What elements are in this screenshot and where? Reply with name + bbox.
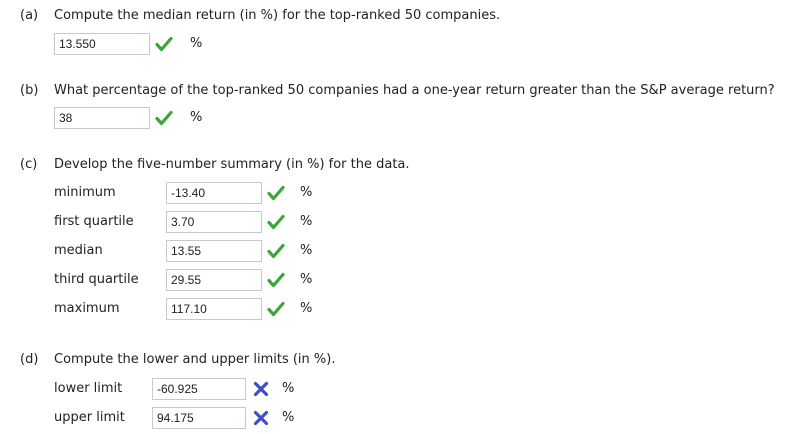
unit-b: % <box>190 110 203 125</box>
cross-icon <box>252 410 270 426</box>
first-quartile-input[interactable]: 3.70 <box>166 211 262 233</box>
unit-upper-limit: % <box>282 410 295 425</box>
question-d-text: Compute the lower and upper limits (in %). <box>54 352 336 367</box>
question-b-letter: (b) <box>20 83 39 98</box>
unit-minimum: % <box>300 185 313 200</box>
question-a-letter: (a) <box>20 8 39 23</box>
unit-third-quartile: % <box>300 272 313 287</box>
checkmark-icon <box>155 36 173 52</box>
upper-limit-input[interactable]: 94.175 <box>152 407 246 429</box>
question-c-text: Develop the five-number summary (in %) for the data. <box>54 157 410 172</box>
label-upper-limit: upper limit <box>54 410 125 425</box>
lower-limit-input[interactable]: -60.925 <box>152 378 246 400</box>
checkmark-icon <box>267 214 285 230</box>
question-a-text: Compute the median return (in %) for the top-ranked 50 companies. <box>54 8 501 23</box>
label-median: median <box>54 243 103 258</box>
label-maximum: maximum <box>54 301 120 316</box>
question-b <box>20 83 775 98</box>
label-third-quartile: third quartile <box>54 272 139 287</box>
cross-icon <box>252 381 270 397</box>
checkmark-icon <box>155 110 173 126</box>
question-d <box>20 352 335 367</box>
question-c-letter: (c) <box>20 157 38 172</box>
answer-b-input[interactable]: 38 <box>54 107 150 129</box>
label-first-quartile: first quartile <box>54 214 134 229</box>
checkmark-icon <box>267 272 285 288</box>
question-a <box>20 8 500 23</box>
question-d-letter: (d) <box>20 352 39 367</box>
unit-a: % <box>190 36 203 51</box>
unit-median: % <box>300 243 313 258</box>
answer-a-input[interactable]: 13.550 <box>54 33 150 55</box>
checkmark-icon <box>267 243 285 259</box>
third-quartile-input[interactable]: 29.55 <box>166 269 262 291</box>
checkmark-icon <box>267 301 285 317</box>
label-lower-limit: lower limit <box>54 381 123 396</box>
median-input[interactable]: 13.55 <box>166 240 262 262</box>
label-minimum: minimum <box>54 185 116 200</box>
question-c <box>20 157 410 172</box>
question-b-text: What percentage of the top-ranked 50 companies had a one-year return greater than the S&P average return? <box>54 83 775 98</box>
unit-lower-limit: % <box>282 381 295 396</box>
unit-first-quartile: % <box>300 214 313 229</box>
minimum-input[interactable]: -13.40 <box>166 182 262 204</box>
maximum-input[interactable]: 117.10 <box>166 298 262 320</box>
unit-maximum: % <box>300 301 313 316</box>
checkmark-icon <box>267 185 285 201</box>
